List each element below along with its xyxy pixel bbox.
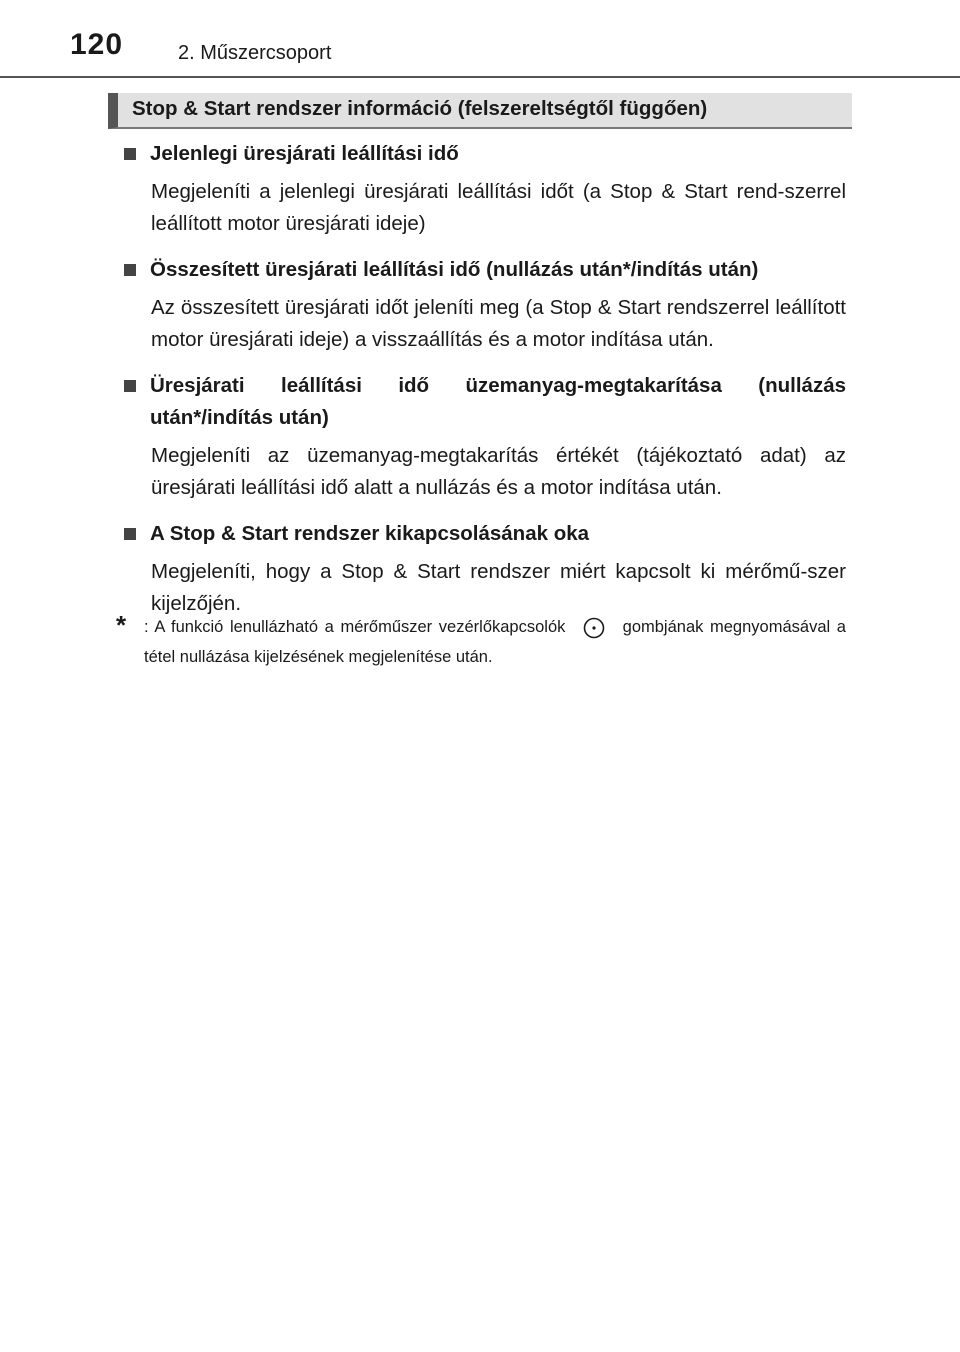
ok-button-icon — [580, 617, 608, 639]
square-bullet-icon — [124, 528, 136, 540]
list-item — [124, 518, 846, 620]
list-item — [124, 370, 846, 504]
item-title: Összesített üresjárati leállítási idő (nullázás után*/indítás után) — [150, 258, 759, 281]
list-item — [124, 138, 846, 240]
page-header — [0, 0, 960, 80]
content-list — [124, 138, 846, 634]
footnote-asterisk: * — [116, 610, 127, 640]
list-item — [124, 254, 846, 356]
footnote — [116, 612, 846, 672]
header-divider — [0, 76, 960, 78]
item-body: Megjeleníti, hogy a Stop & Start rendszer miért kapcsolt ki mérőmű-szer kijelzőjén. — [151, 560, 846, 615]
footnote-text-end: gombjának megnyomásával a tétel nullázása kijelzésének megjelenítése után. — [144, 618, 846, 666]
section-title: Stop & Start rendszer információ (felszereltségtől függően) — [132, 97, 708, 120]
item-title: Üresjárati leállítási idő üzemanyag-megtakarítása (nullázás után*/indítás után) — [150, 374, 846, 429]
item-body: Megjeleníti az üzemanyag-megtakarítás értékét (tájékoztató adat) az üresjárati leállítási idő alatt a nullázás és a motor indítása után. — [151, 444, 846, 499]
item-body: Megjeleníti a jelenlegi üresjárati leállítási időt (a Stop & Start rend-szerrel leállított motor üresjárati ideje) — [151, 180, 846, 235]
section-heading-bar — [108, 93, 852, 129]
page-number: 120 — [70, 28, 124, 61]
square-bullet-icon — [124, 148, 136, 160]
item-title: A Stop & Start rendszer kikapcsolásának oka — [150, 522, 590, 545]
item-body: Az összesített üresjárati időt jeleníti meg (a Stop & Start rendszerrel leállított motor üresjárati ideje) a visszaállítás és a motor indítása után. — [151, 296, 846, 351]
item-title: Jelenlegi üresjárati leállítási idő — [150, 142, 459, 165]
chapter-title: 2. Műszercsoport — [178, 42, 332, 64]
square-bullet-icon — [124, 380, 136, 392]
footnote-text-start: : A funkció lenullázható a mérőműszer vezérlőkapcsolók — [144, 618, 566, 636]
square-bullet-icon — [124, 264, 136, 276]
